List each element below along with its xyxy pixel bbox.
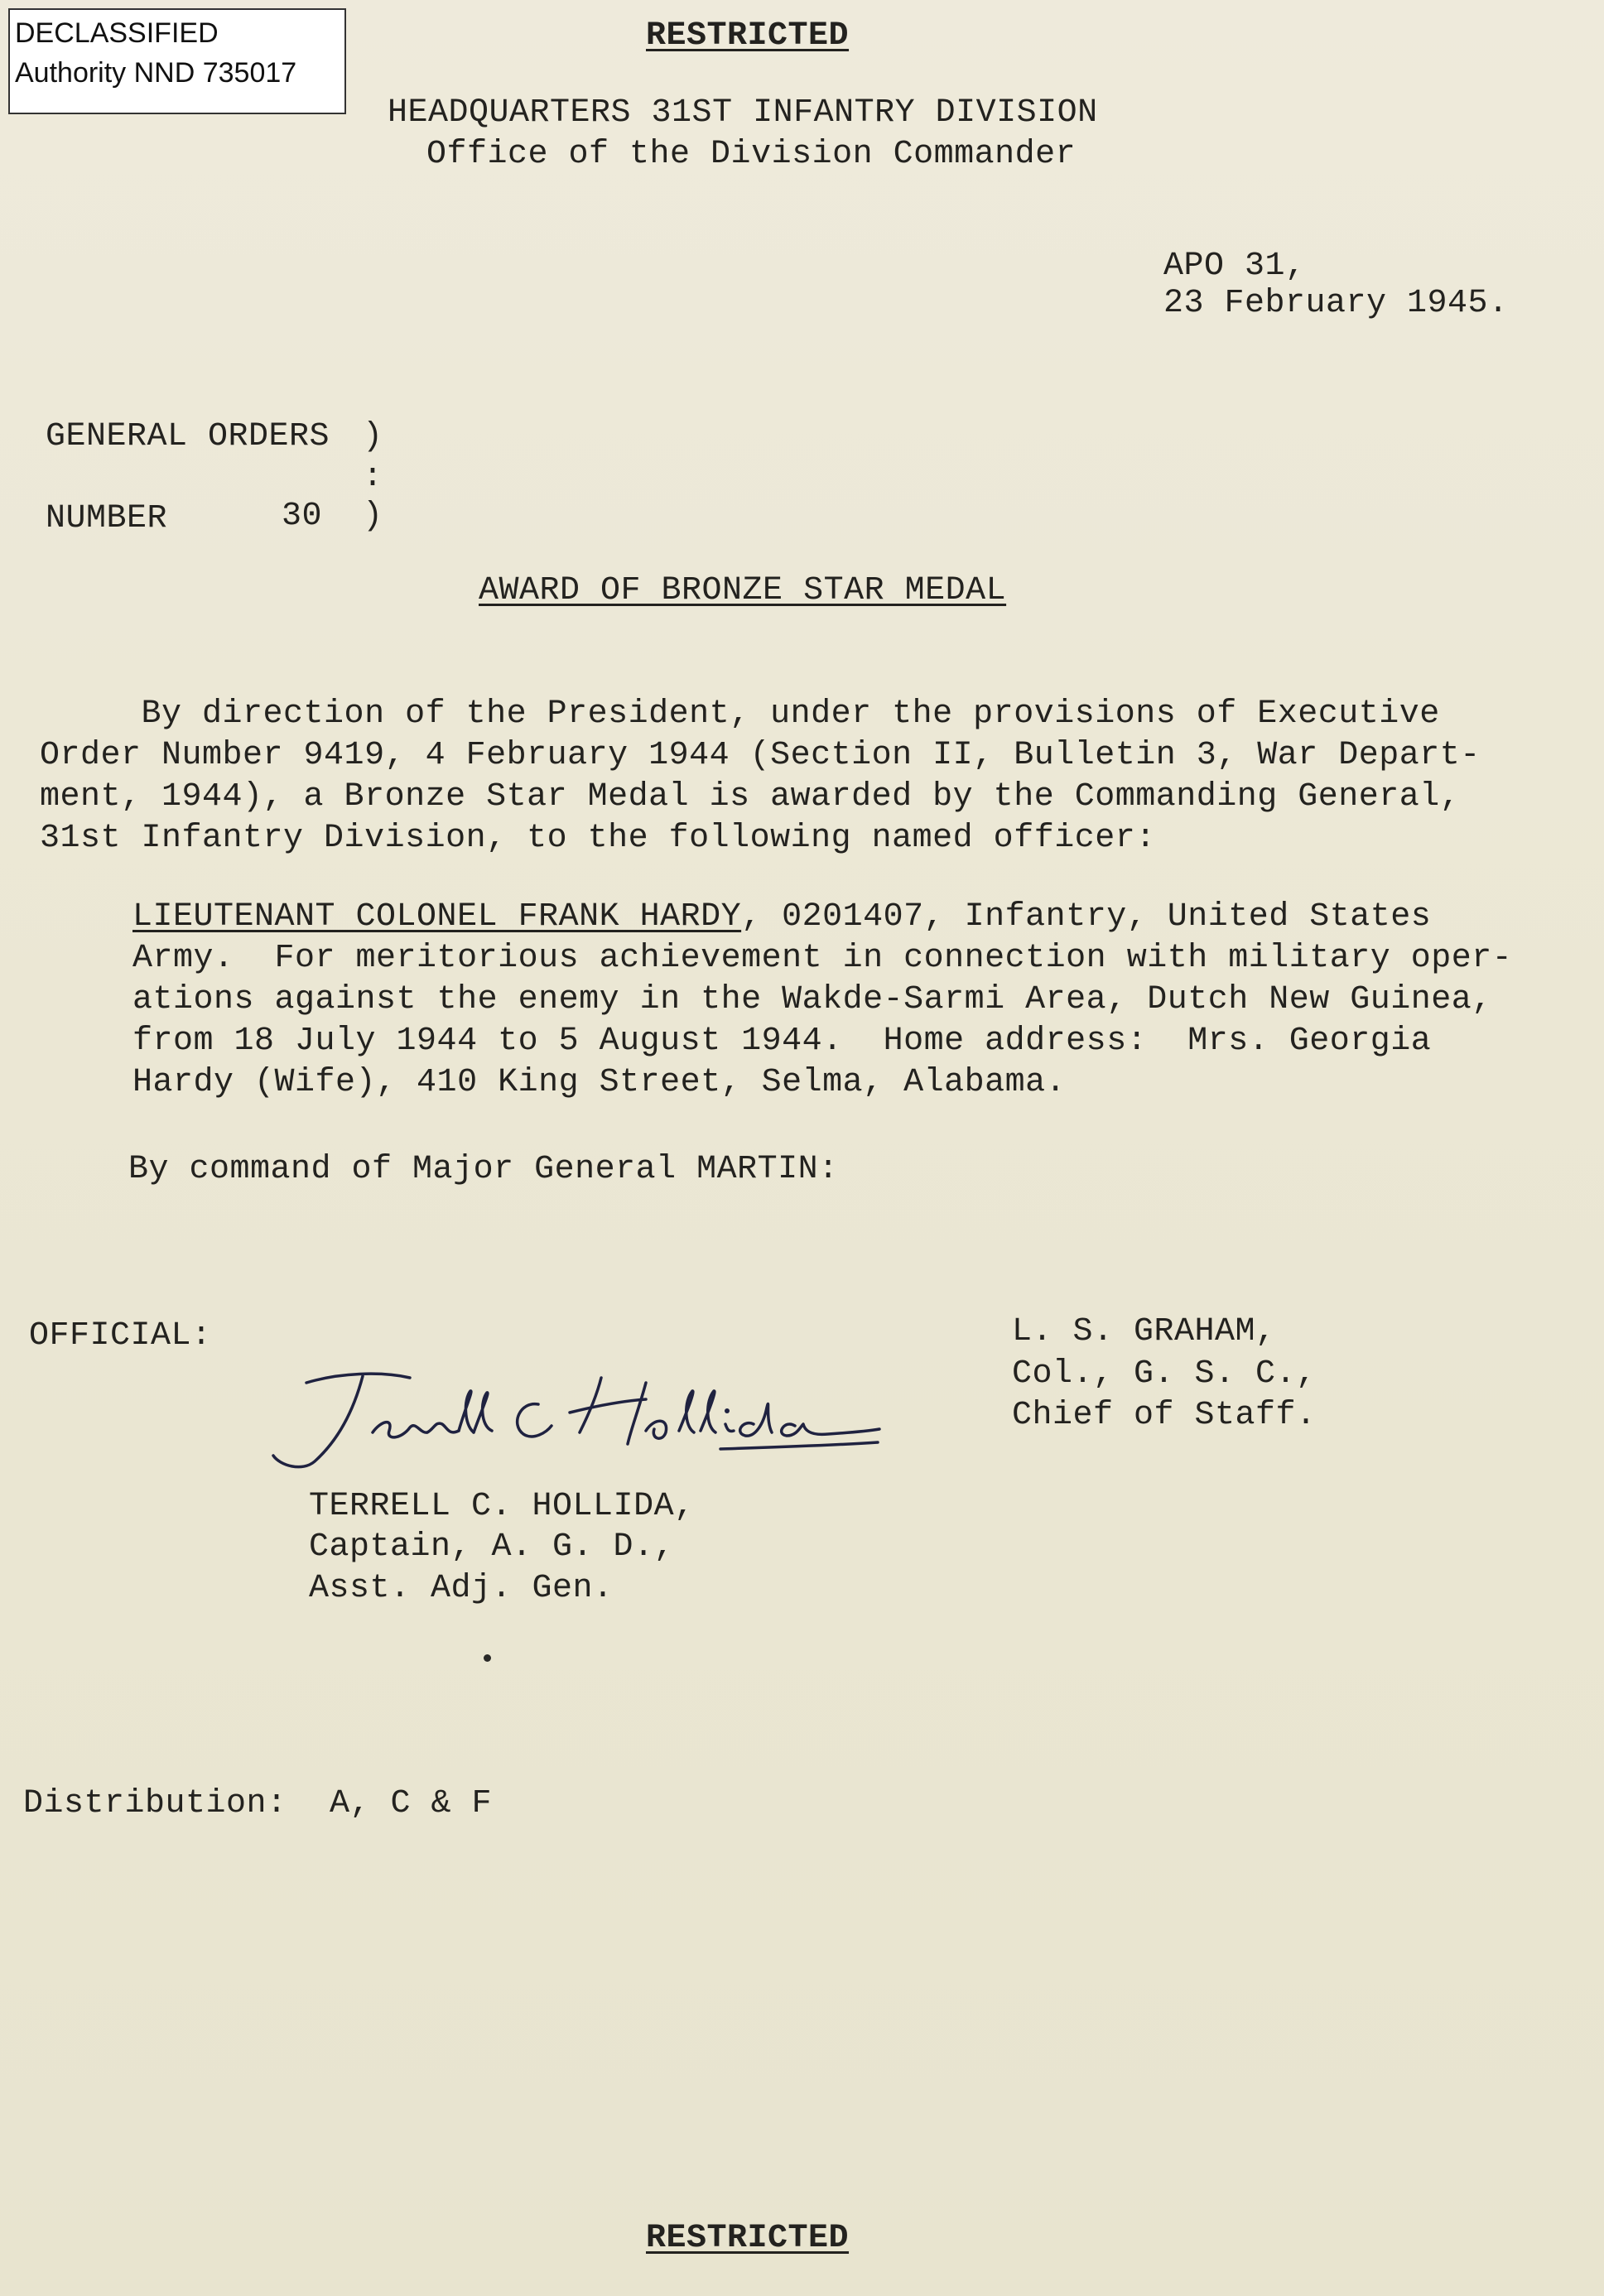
chief-of-staff-name: L. S. GRAHAM,	[1012, 1313, 1276, 1350]
body-line: 31st Infantry Division, to the following named officer:	[40, 820, 1156, 857]
declassified-stamp	[8, 8, 346, 114]
official-label: OFFICIAL:	[29, 1317, 212, 1355]
award-title: AWARD OF BRONZE STAR MEDAL	[479, 572, 1007, 609]
chief-of-staff-title: Chief of Staff.	[1012, 1397, 1317, 1434]
citation-line: Army. For meritorious achievement in connection with military oper-	[132, 940, 1513, 977]
body-line: Order Number 9419, 4 February 1944 (Section II, Bulletin 3, War Depart-	[40, 737, 1481, 774]
citation-line: from 18 July 1944 to 5 August 1944. Home address: Mrs. Georgia	[132, 1023, 1432, 1060]
ink-dot	[484, 1654, 491, 1662]
header-unit: HEADQUARTERS 31ST INFANTRY DIVISION	[388, 94, 1098, 132]
number-label: NUMBER	[46, 500, 168, 537]
body-paragraph	[40, 694, 1481, 859]
official-rank: Captain, A. G. D.,	[309, 1528, 675, 1566]
body-line: ment, 1944), a Bronze Star Medal is awarded by the Commanding General,	[40, 778, 1461, 816]
general-orders-label: GENERAL ORDERS	[46, 418, 330, 455]
distribution-label: Distribution:	[23, 1785, 287, 1822]
official-title: Asst. Adj. Gen.	[309, 1570, 614, 1607]
apo-line: APO 31,	[1163, 248, 1306, 285]
classification-bottom: RESTRICTED	[646, 2220, 850, 2257]
body-line: By direction of the President, under the provisions of Executive	[40, 696, 1440, 733]
official-name: TERRELL C. HOLLIDA,	[309, 1488, 695, 1525]
recipient-details: , 0201407, Infantry, United States	[741, 898, 1432, 936]
classification-top: RESTRICTED	[646, 17, 850, 55]
citation-paragraph	[132, 897, 1512, 1104]
header-office: Office of the Division Commander	[426, 136, 1077, 173]
citation-line	[132, 897, 1512, 938]
orders-paren-top: )	[363, 418, 383, 455]
handwritten-signature	[257, 1341, 886, 1482]
distribution-value: A, C & F	[330, 1785, 493, 1822]
orders-colon: :	[363, 459, 383, 496]
citation-line: Hardy (Wife), 410 King Street, Selma, Alabama.	[132, 1064, 1067, 1101]
chief-of-staff-rank: Col., G. S. C.,	[1012, 1355, 1317, 1393]
declassified-label: DECLASSIFIED	[15, 17, 219, 49]
authority-label: Authority NND 735017	[15, 57, 297, 89]
order-number: 30	[282, 498, 323, 535]
command-line: By command of Major General MARTIN:	[128, 1151, 839, 1188]
orders-paren-bottom: )	[363, 498, 383, 535]
citation-line: ations against the enemy in the Wakde-Sarmi Area, Dutch New Guinea,	[132, 981, 1492, 1018]
date-line: 23 February 1945.	[1163, 285, 1509, 322]
recipient-name: LIEUTENANT COLONEL FRANK HARDY	[132, 898, 742, 936]
